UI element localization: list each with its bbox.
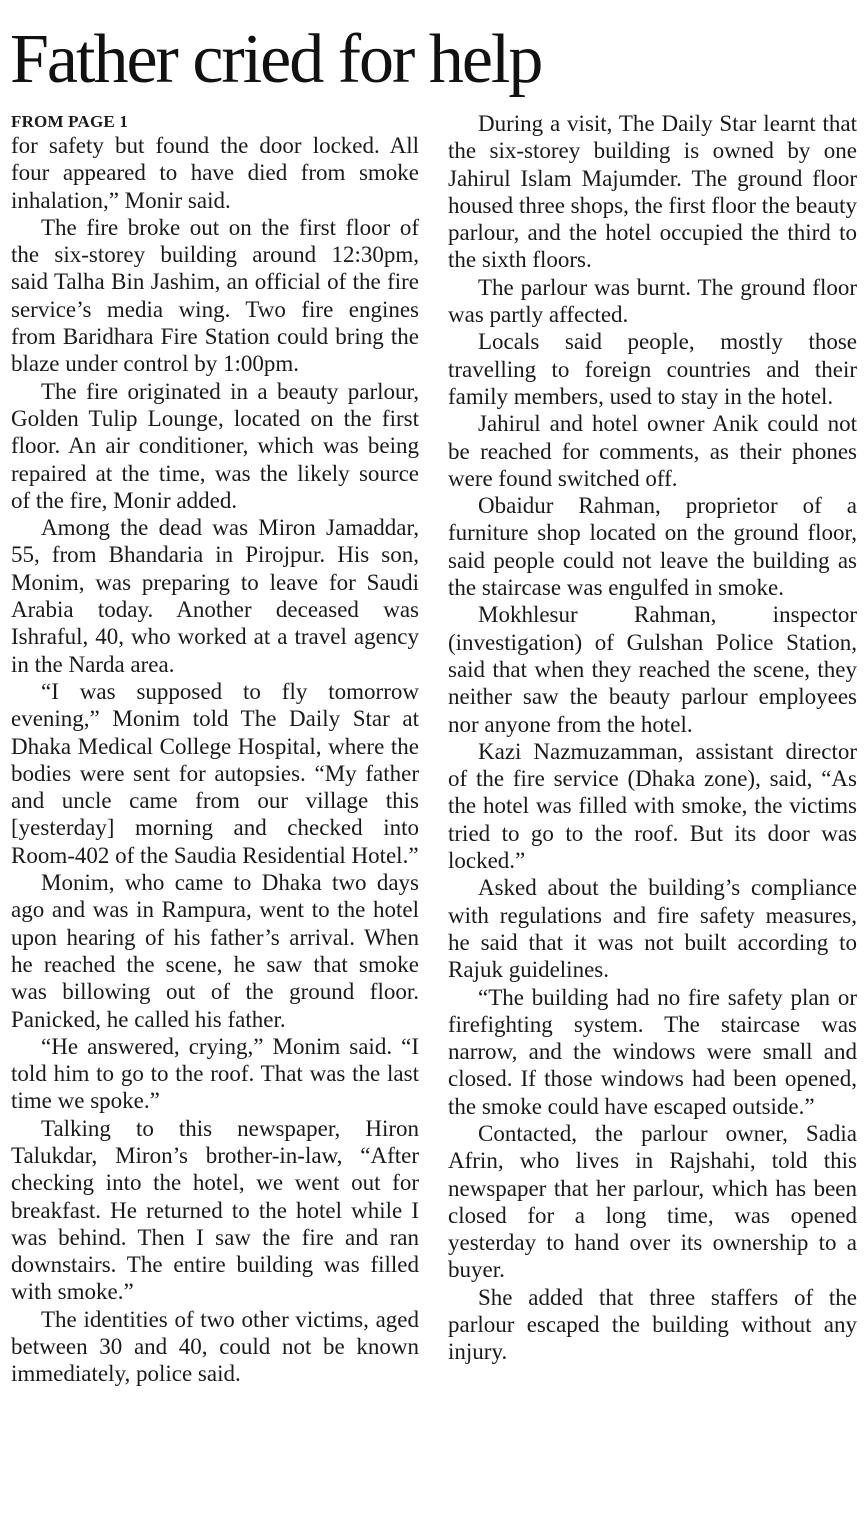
paragraph: During a visit, The Daily Star learnt that the six-storey building is owned by one Jahirul Islam Majumder. The ground floor housed three shops, the first floor the beauty parlour, and the hotel occupied the third to the sixth floors. (448, 111, 857, 273)
paragraph: Kazi Nazmuzamman, assistant director of the fire service (Dhaka zone), said, “As the hotel was filled with smoke, the victims tried to go to the roof. But its door was locked.” (448, 738, 857, 874)
paragraph: The parlour was burnt. The ground floor was partly affected. (448, 274, 857, 328)
paragraph: Jahirul and hotel owner Anik could not be reached for comments, as their phones were found switched off. (448, 411, 857, 491)
paragraph: Among the dead was Miron Jamaddar, 55, from Bhandaria in Pirojpur. His son, Monim, was preparing to leave for Saudi Arabia today. Another deceased was Ishraful, 40, who worked at a travel agency in the Narda area. (11, 515, 419, 677)
paragraph: Obaidur Rahman, proprietor of a furniture shop located on the ground floor, said people could not leave the building as the staircase was engulfed in smoke. (448, 493, 857, 601)
paragraph: Monim, who came to Dhaka two days ago and was in Rampura, went to the hotel upon hearing of his father’s arrival. When he reached the scene, he saw that smoke was billowing out of the ground floor. Panicked, he called his father. (11, 870, 419, 1032)
paragraph: Locals said people, mostly those travelling to foreign countries and their family members, used to stay in the hotel. (448, 329, 857, 409)
paragraph: Mokhlesur Rahman, inspector (investigation) of Gulshan Police Station, said that when they reached the scene, they neither saw the beauty parlour employees nor anyone from the hotel. (448, 602, 857, 737)
article-column-left (11, 110, 419, 1388)
paragraph: “I was supposed to fly tomorrow evening,” Monim told The Daily Star at Dhaka Medical College Hospital, where the bodies were sent for autopsies. “My father and uncle came from our village this [yesterday] morning and checked into Room-402 of the Saudia Residential Hotel.” (11, 678, 419, 868)
paragraph: “He answered, crying,” Monim said. “I told him to go to the roof. That was the last time we spoke.” (11, 1033, 419, 1114)
headline: Father cried for help (10, 21, 542, 98)
paragraph: Contacted, the parlour owner, Sadia Afrin, who lives in Rajshahi, told this newspaper that her parlour, which has been closed for a long time, was opened yesterday to hand over its ownership to a buyer. (448, 1120, 857, 1283)
paragraph: Talking to this newspaper, Hiron Talukdar, Miron’s brother-in-law, “After checking into the hotel, we went out for breakfast. He returned to the hotel while I was behind. Then I saw the fire and ran downstairs. The entire building was filled with smoke.” (11, 1115, 419, 1305)
paragraph: The identities of two other victims, aged between 30 and 40, could not be known immediately, police said. (11, 1306, 419, 1387)
paragraph: for safety but found the door locked. All four appeared to have died from smoke inhalation,” Monir said. (11, 133, 419, 213)
from-page-kicker: FROM PAGE 1 (11, 112, 129, 131)
paragraph: “The building had no fire safety plan or firefighting system. The staircase was narrow, and the windows were small and closed. If those windows had been opened, the smoke could have escaped outside.” (448, 984, 857, 1119)
paragraph: The fire originated in a beauty parlour, Golden Tulip Lounge, located on the first floor. An air conditioner, which was being repaired at the time, was the likely source of the fire, Monir added. (11, 378, 419, 513)
paragraph: The fire broke out on the first floor of the six-storey building around 12:30pm, said Talha Bin Jashim, an official of the fire service’s media wing. Two fire engines from Baridhara Fire Station could bring the blaze under control by 1:00pm. (11, 214, 419, 377)
paragraph: Asked about the building’s compliance with regulations and fire safety measures, he said that it was not built according to Rajuk guidelines. (448, 875, 857, 983)
article-column-right (448, 110, 857, 1366)
paragraph: She added that three staffers of the parlour escaped the building without any injury. (448, 1284, 857, 1365)
